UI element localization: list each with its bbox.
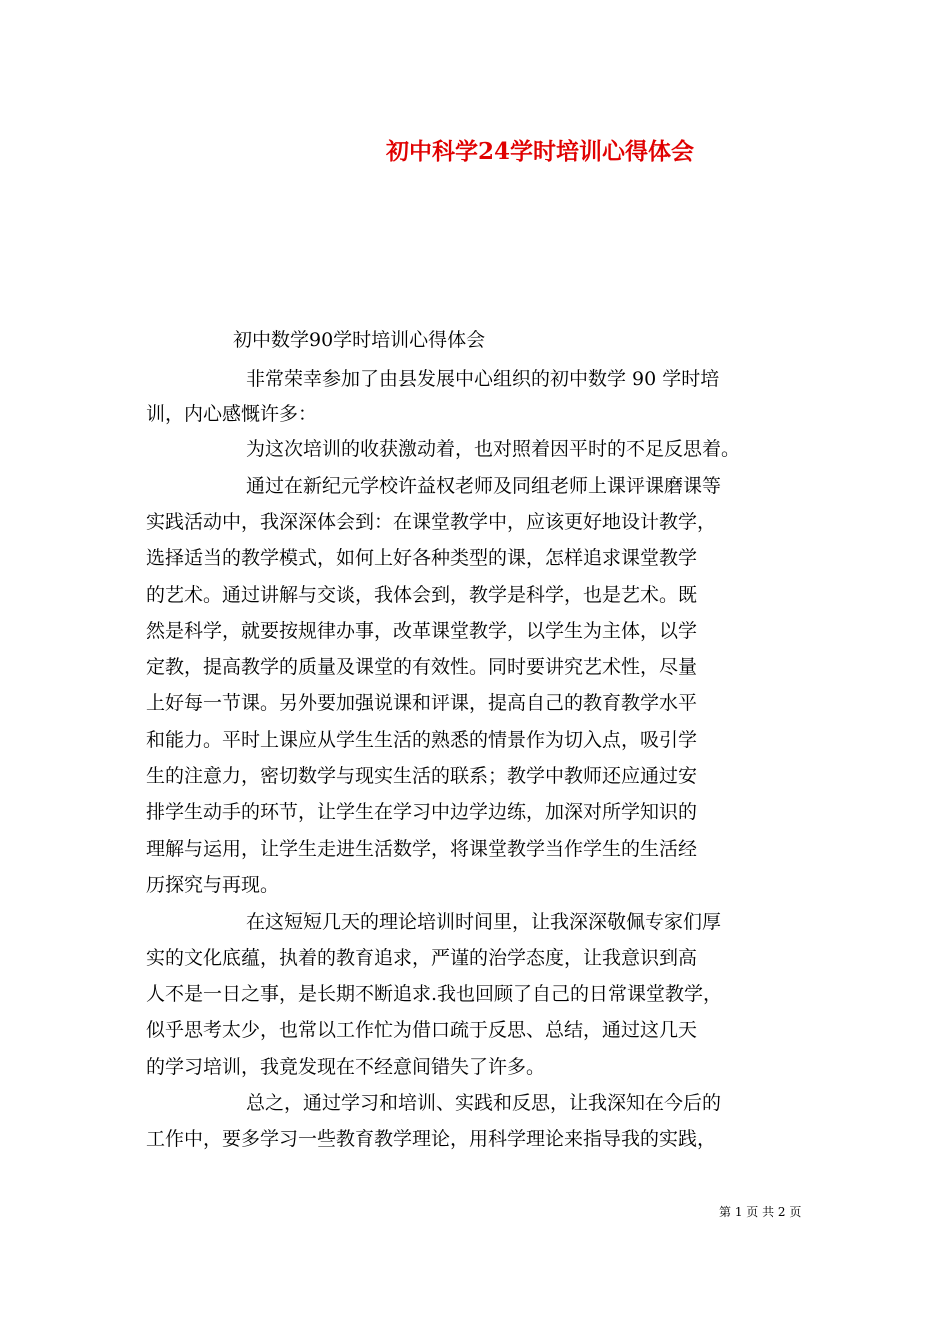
page-footer: 第 1 页 共 2 页 xyxy=(719,1205,802,1219)
body-line: 工作中，要多学习一些教育教学理论，用科学理论来指导我的实践， xyxy=(146,1128,717,1150)
body-line: 定教，提高教学的质量及课堂的有效性。同时要讲究艺术性，尽量 xyxy=(146,656,698,678)
body-line: 排学生动手的环节，让学生在学习中边学边练，加深对所学知识的 xyxy=(146,801,698,823)
body-line: 选择适当的教学模式，如何上好各种类型的课，怎样追求课堂教学 xyxy=(146,547,698,569)
body-line: 总之，通过学习和培训、实践和反思，让我深知在今后的 xyxy=(246,1092,722,1114)
body-line: 实践活动中，我深深体会到：在课堂教学中，应该更好地设计教学， xyxy=(146,511,717,533)
body-line: 非常荣幸参加了由县发展中心组织的初中数学 90 学时培 xyxy=(246,368,720,390)
body-line: 生的注意力，密切数学与现实生活的联系；教学中教师还应通过安 xyxy=(146,765,698,787)
body-line: 和能力。平时上课应从学生生活的熟悉的情景作为切入点，吸引学 xyxy=(146,729,698,751)
body-line: 人不是一日之事，是长期不断追求.我也回顾了自己的日常课堂教学， xyxy=(146,983,723,1005)
body-line: 上好每一节课。另外要加强说课和评课，提高自己的教育教学水平 xyxy=(146,692,698,714)
body-line: 历探究与再现。 xyxy=(146,874,280,896)
body-line: 然是科学，就要按规律办事，改革课堂教学，以学生为主体，以学 xyxy=(146,620,698,642)
body-line: 为这次培训的收获激动着，也对照着因平时的不足反思着。 xyxy=(246,438,741,460)
body-line: 的学习培训，我竟发现在不经意间错失了许多。 xyxy=(146,1056,546,1078)
body-line: 理解与运用，让学生走进生活数学，将课堂教学当作学生的生活经 xyxy=(146,838,698,860)
body-line: 似乎思考太少，也常以工作忙为借口疏于反思、总结，通过这几天 xyxy=(146,1019,698,1041)
page-title: 初中科学24学时培训心得体会 xyxy=(386,138,695,165)
body-line: 通过在新纪元学校许益权老师及同组老师上课评课磨课等 xyxy=(246,475,722,497)
section-heading: 初中数学90学时培训心得体会 xyxy=(233,329,486,351)
body-line: 实的文化底蕴，执着的教育追求，严谨的治学态度，让我意识到高 xyxy=(146,947,698,969)
body-line: 训，内心感慨许多： xyxy=(146,403,318,425)
body-line: 的艺术。通过讲解与交谈，我体会到，教学是科学，也是艺术。既 xyxy=(146,584,698,606)
body-line: 在这短短几天的理论培训时间里，让我深深敬佩专家们厚 xyxy=(246,911,722,933)
